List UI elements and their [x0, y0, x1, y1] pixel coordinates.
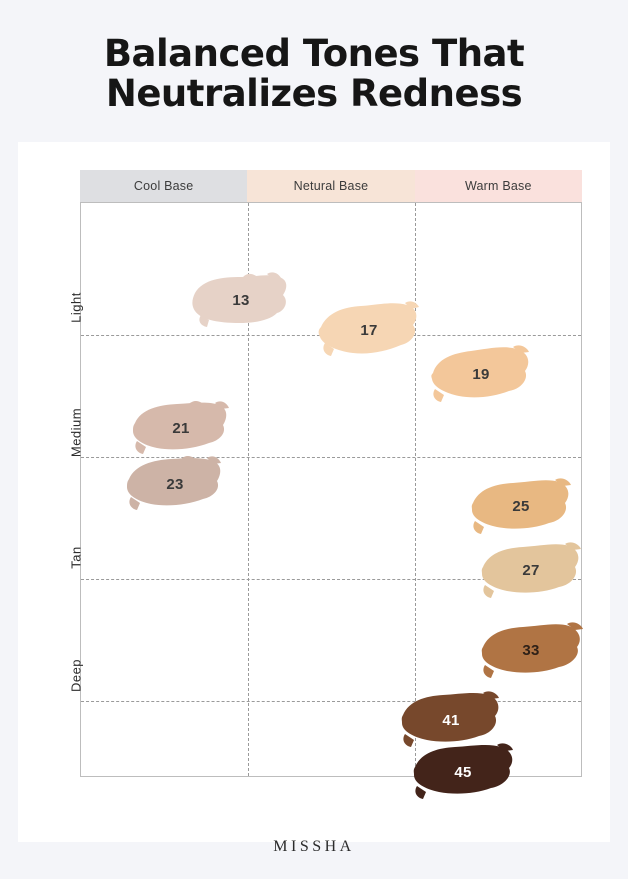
shade-swatch-17 [317, 301, 421, 359]
column-header-cool: Cool Base [80, 170, 247, 202]
title-line-2: Neutralizes Redness [105, 71, 523, 115]
column-header-warm: Warm Base [415, 170, 582, 202]
shade-number-17: 17 [360, 321, 378, 339]
shade-number-13: 13 [232, 291, 250, 309]
plot-area [80, 202, 582, 781]
shade-swatch-33 [479, 621, 583, 679]
shade-swatch-45 [411, 743, 515, 801]
shade-number-41: 41 [442, 711, 460, 729]
page-title [0, 0, 628, 114]
row-label-deep: Deep [68, 658, 84, 693]
shade-swatch-27 [479, 541, 583, 599]
row-label-light: Light [68, 292, 84, 323]
brand-logo: MISSHA [273, 838, 355, 855]
shade-swatch-23 [123, 455, 227, 513]
column-header-neutral: Netural Base [247, 170, 414, 202]
shade-swatch-41 [399, 691, 503, 749]
shade-swatch-25 [469, 477, 573, 535]
shade-number-25: 25 [512, 497, 530, 515]
shade-number-45: 45 [454, 763, 472, 781]
title-line-1: Balanced Tones That [103, 32, 525, 75]
grid-hline-deep [81, 701, 581, 702]
shade-number-33: 33 [522, 641, 540, 659]
shade-number-23: 23 [166, 475, 184, 493]
shade-number-21: 21 [172, 419, 190, 437]
shade-swatch-19 [429, 345, 533, 403]
shade-number-27: 27 [522, 561, 540, 579]
shade-matrix [68, 170, 582, 790]
row-label-medium: Medium [68, 407, 84, 458]
row-label-tan: Tan [68, 546, 84, 569]
shade-swatch-13 [189, 271, 293, 329]
shade-number-19: 19 [472, 365, 490, 383]
shade-swatch-21 [129, 399, 233, 457]
column-header-row [80, 170, 582, 202]
shade-matrix-card [18, 142, 610, 842]
